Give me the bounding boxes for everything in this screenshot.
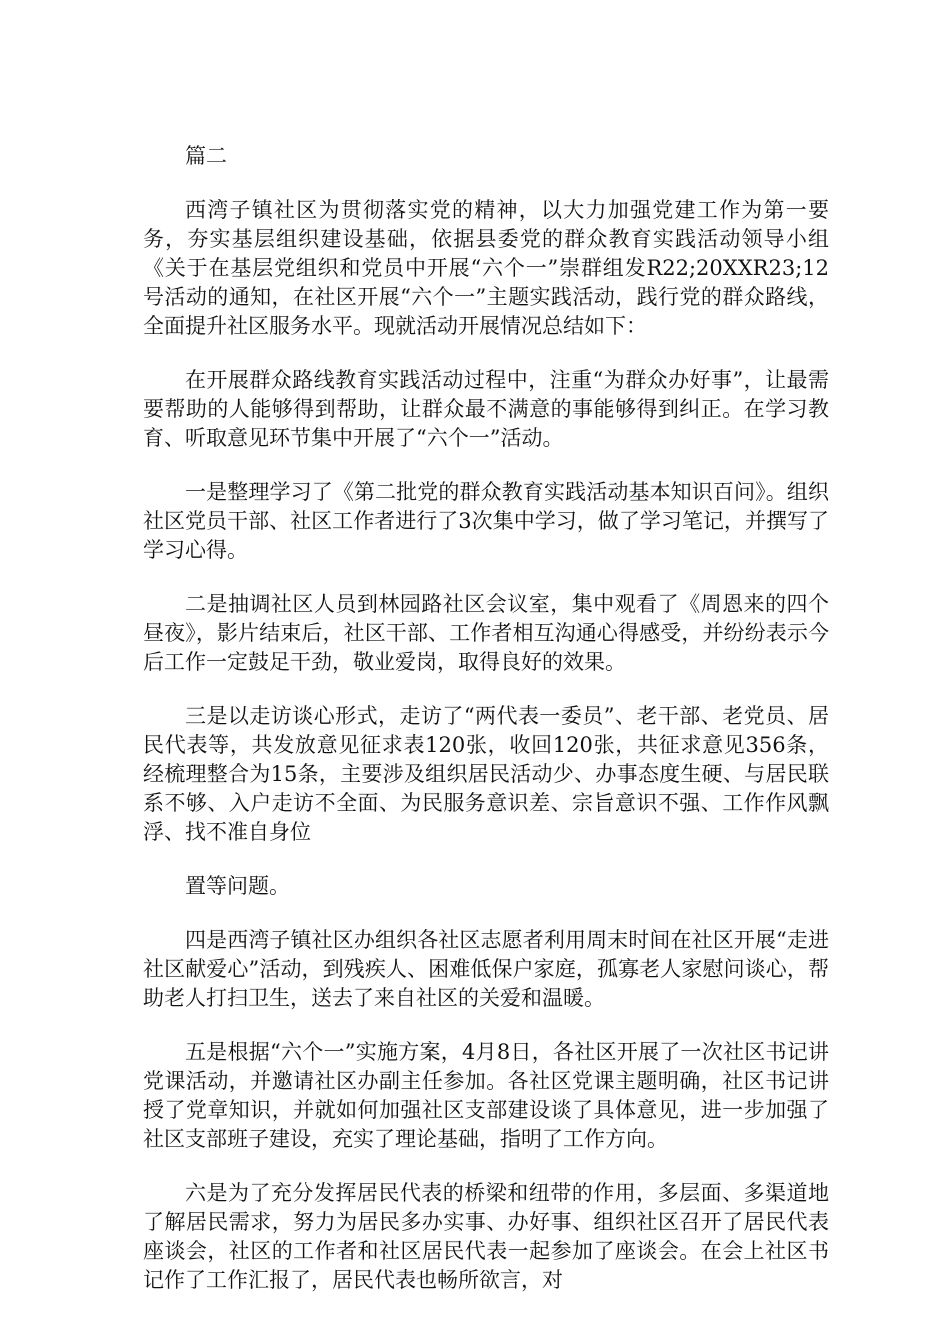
- paragraph-item-three-continued: 置等问题。: [185, 874, 290, 898]
- section-heading: 篇二: [185, 144, 227, 168]
- paragraph-item-three: 三是以走访谈心形式，走访了“两代表一委员”、老干部、老党员、居民代表等，共发放意见征求表120张，收回120张，共征求意见356条，经梳理整合为15条，主要涉及组织居民活动少、办事态度生硬、与居民联系不够、入户走访不全面、为民服务意识差、宗旨意识不强、工作作风飘浮、找不准自身位: [143, 704, 829, 844]
- document-page: [143, 142, 829, 1320]
- paragraph-item-four: 四是西湾子镇社区办组织各社区志愿者利用周末时间在社区开展“走进社区献爱心”活动，到残疾人、困难低保户家庭，孤寡老人家慰问谈心，帮助老人打扫卫生，送去了来自社区的关爱和温暖。: [143, 928, 829, 1010]
- paragraph-intro: 西湾子镇社区为贯彻落实党的精神，以大力加强党建工作为第一要务，夯实基层组织建设基础，依据县委党的群众教育实践活动领导小组《关于在基层党组织和党员中开展“六个一”崇群组发R22;20XXR23;12号活动的通知，在社区开展“六个一”主题实践活动，践行党的群众路线，全面提升社区服务水平。现就活动开展情况总结如下：: [143, 198, 829, 338]
- paragraph-overview: 在开展群众路线教育实践活动过程中，注重“为群众办好事”，让最需要帮助的人能够得到帮助，让群众最不满意的事能够得到纠正。在学习教育、听取意见环节集中开展了“六个一”活动。: [143, 368, 829, 450]
- paragraph-item-five: 五是根据“六个一”实施方案，4月8日，各社区开展了一次社区书记讲党课活动，并邀请社区办副主任参加。各社区党课主题明确，社区书记讲授了党章知识，并就如何加强社区支部建设谈了具体意见，进一步加强了社区支部班子建设，充实了理论基础，指明了工作方向。: [143, 1040, 829, 1151]
- paragraph-item-two: 二是抽调社区人员到林园路社区会议室，集中观看了《周恩来的四个昼夜》，影片结束后，社区干部、工作者相互沟通心得感受，并纷纷表示今后工作一定鼓足干劲，敬业爱岗，取得良好的效果。: [143, 592, 829, 674]
- paragraph-item-one: 一是整理学习了《第二批党的群众教育实践活动基本知识百问》。组织社区党员干部、社区工作者进行了3次集中学习，做了学习笔记，并撰写了学习心得。: [143, 480, 829, 562]
- paragraph-item-six: 六是为了充分发挥居民代表的桥梁和纽带的作用，多层面、多渠道地了解居民需求，努力为居民多办实事、办好事、组织社区召开了居民代表座谈会，社区的工作者和社区居民代表一起参加了座谈会。在会上社区书记作了工作汇报了，居民代表也畅所欲言，对: [143, 1181, 829, 1292]
